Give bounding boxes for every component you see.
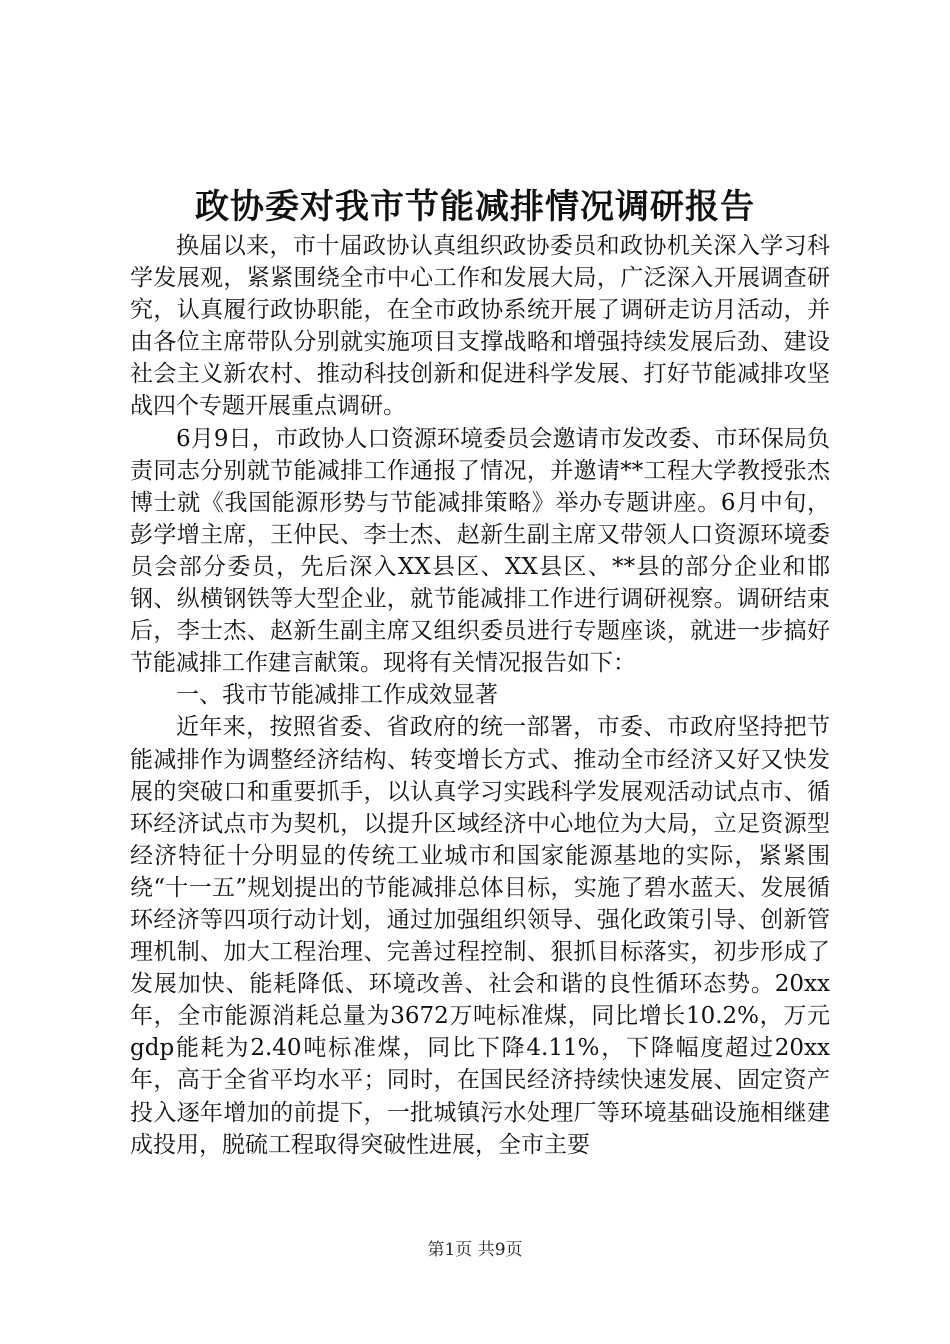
document-title: 政协委对我市节能减排情况调研报告 <box>195 187 755 227</box>
page-number-footer: 第1页 共9页 <box>427 1240 523 1260</box>
paragraph-intro: 换届以来，市十届政协认真组织政协委员和政协机关深入学习科学发展观，紧紧围绕全市中心工作和发展大局，广泛深入开展调查研究，认真履行政协职能，在全市政协系统开展了调研走访月活动，并由各位主席带队分别就实施项目支撑战略和增强持续发展后劲、建设社会主义新农村、推动科技创新和促进科学发展、打好节能减排攻坚战四个专题开展重点调研。 <box>130 233 830 420</box>
section-heading: 一、我市节能减排工作成效显著 <box>176 682 498 709</box>
document-body <box>130 230 830 1161</box>
paragraph-achievements: 近年来，按照省委、省政府的统一部署，市委、市政府坚持把节能减排作为调整经济结构、转变增长方式、推动全市经济又好又快发展的突破口和重要抓手，以认真学习实践科学发展观活动试点市、循环经济试点市为契机，以提升区域经济中心地位为大局，立足资源型经济特征十分明显的传统工业城市和国家能源基地的实际，紧紧围绕“十一五”规划提出的节能减排总体目标，实施了碧水蓝天、发展循环经济等四项行动计划，通过加强组织领导、强化政策引导、创新管理机制、加大工程治理、完善过程控制、狠抓目标落实，初步形成了发展加快、能耗降低、环境改善、社会和谐的良性循环态势。20xx年，全市能源消耗总量为3672万吨标准煤，同比增长10.2%，万元gdp能耗为2.40吨标准煤，同比下降4.11%，下降幅度超过20xx年，高于全省平均水平；同时，在国民经济持续快速发展、固定资产投入逐年增加的前提下，一批城镇污水处理厂等环境基础设施相继建成投用，脱硫工程取得突破性进展，全市主要 <box>130 714 830 1158</box>
paragraph-activities: 6月9日，市政协人口资源环境委员会邀请市发改委、市环保局负责同志分别就节能减排工作通报了情况，并邀请**工程大学教授张杰博士就《我国能源形势与节能减排策略》举办专题讲座。6月中旬，彭学增主席，王仲民、李士杰、赵新生副主席又带领人口资源环境委员会部分委员，先后深入XX县区、XX县区、**县的部分企业和邯钢、纵横钢铁等大型企业，就节能减排工作进行调研视察。调研结束后，李士杰、赵新生副主席又组织委员进行专题座谈，就进一步搞好节能减排工作建言献策。现将有关情况报告如下： <box>130 425 830 677</box>
